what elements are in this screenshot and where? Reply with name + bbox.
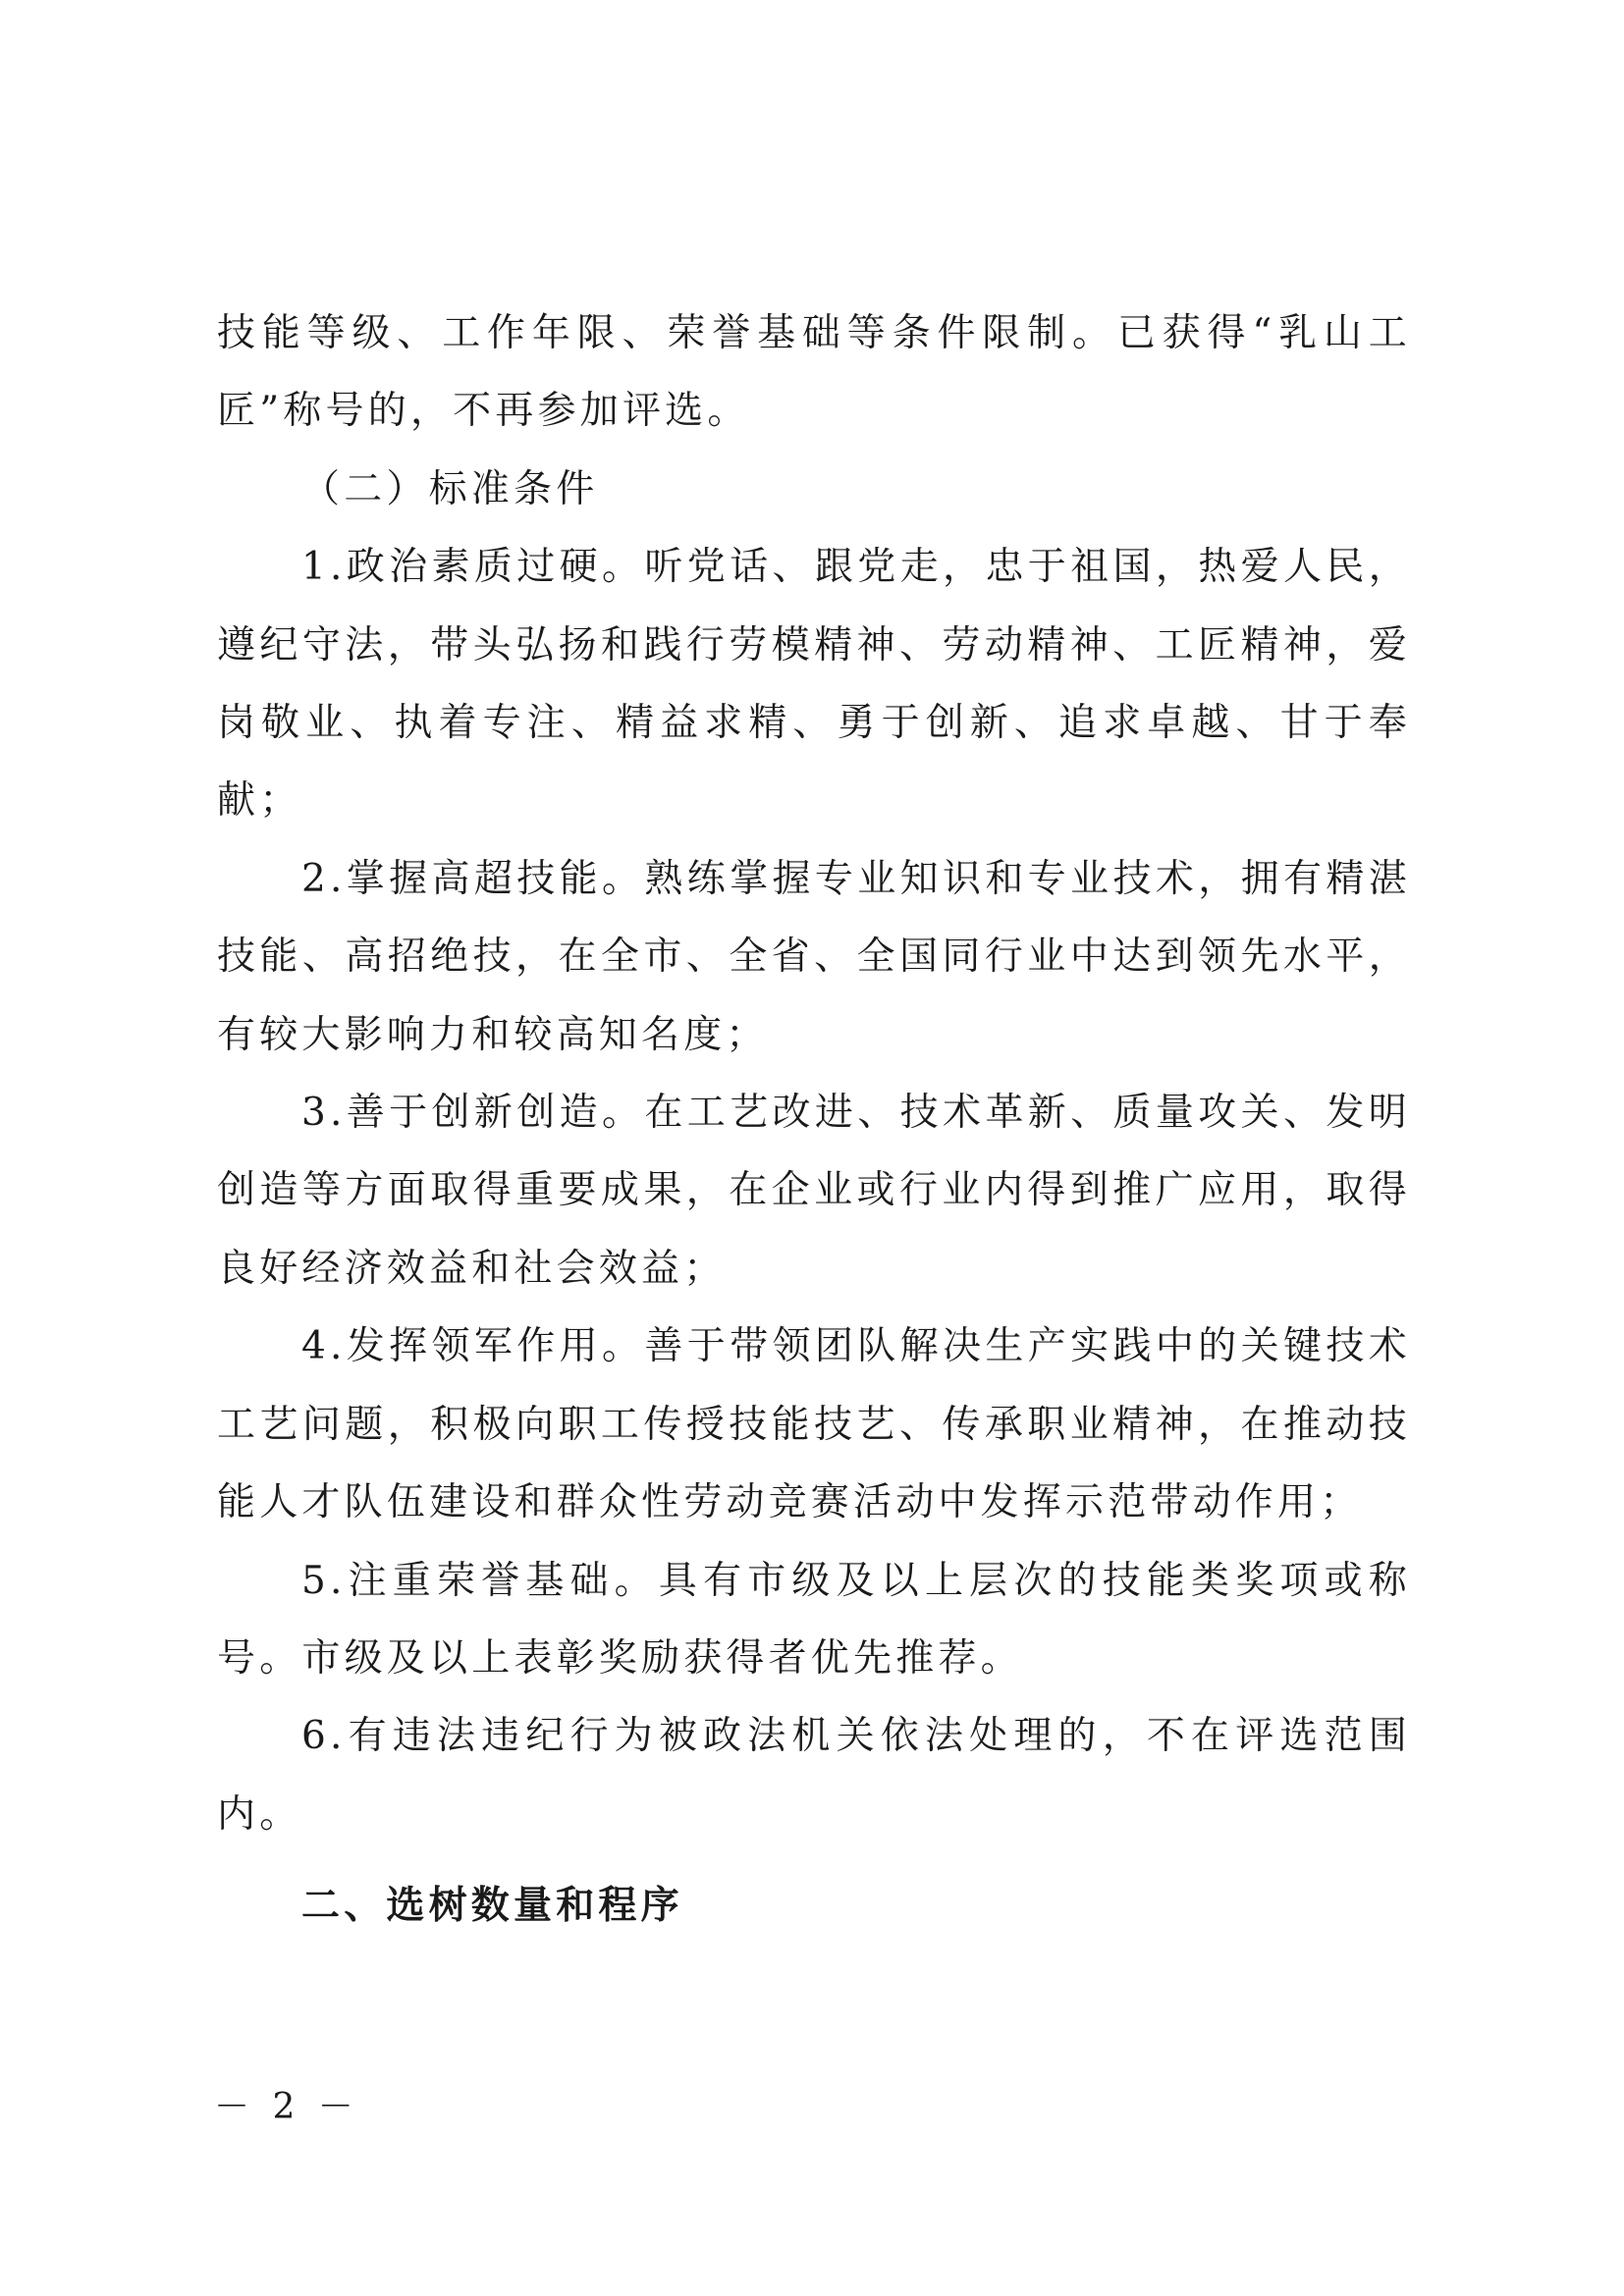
condition-item-3: 3.善于创新创造。在工艺改进、技术革新、质量攻关、发明创造等方面取得重要成果，在企业或行业内得到推广应用，取得良好经济效益和社会效益； (217, 1091, 1411, 1291)
condition-item-4: 4.发挥领军作用。善于带领团队解决生产实践中的关键技术工艺问题，积极向职工传授技能技艺、传承职业精神，在推动技能人才队伍建设和群众性劳动竞赛活动中发挥示范带动作用； (217, 1324, 1411, 1525)
page-number: － 2 － (214, 2087, 359, 2127)
subheading-standard-conditions: （二）标准条件 (301, 466, 599, 511)
section-heading: 二、选树数量和程序 (301, 1884, 683, 1929)
condition-item-6: 6.有违法违纪行为被政法机关依法处理的，不在评选范围内。 (217, 1714, 1411, 1837)
body-text (217, 294, 1411, 1932)
condition-item-1: 1.政治素质过硬。听党话、跟党走，忠于祖国，热爱人民，遵纪守法，带头弘扬和践行劳模精神、劳动精神、工匠精神，爱岗敬业、执着专注、精益求精、勇于创新、追求卓越、甘于奉献； (217, 545, 1411, 824)
paragraph-continuation: 技能等级、工作年限、荣誉基础等条件限制。已获得“乳山工匠”称号的，不再参加评选。 (217, 311, 1411, 434)
condition-item-2: 2.掌握高超技能。熟练掌握专业知识和专业技术，拥有精湛技能、高招绝技，在全市、全省、全国同行业中达到领先水平，有较大影响力和较高知名度； (217, 856, 1411, 1057)
condition-item-5: 5.注重荣誉基础。具有市级及以上层次的技能类奖项或称号。市级及以上表彰奖励获得者优先推荐。 (217, 1558, 1411, 1681)
